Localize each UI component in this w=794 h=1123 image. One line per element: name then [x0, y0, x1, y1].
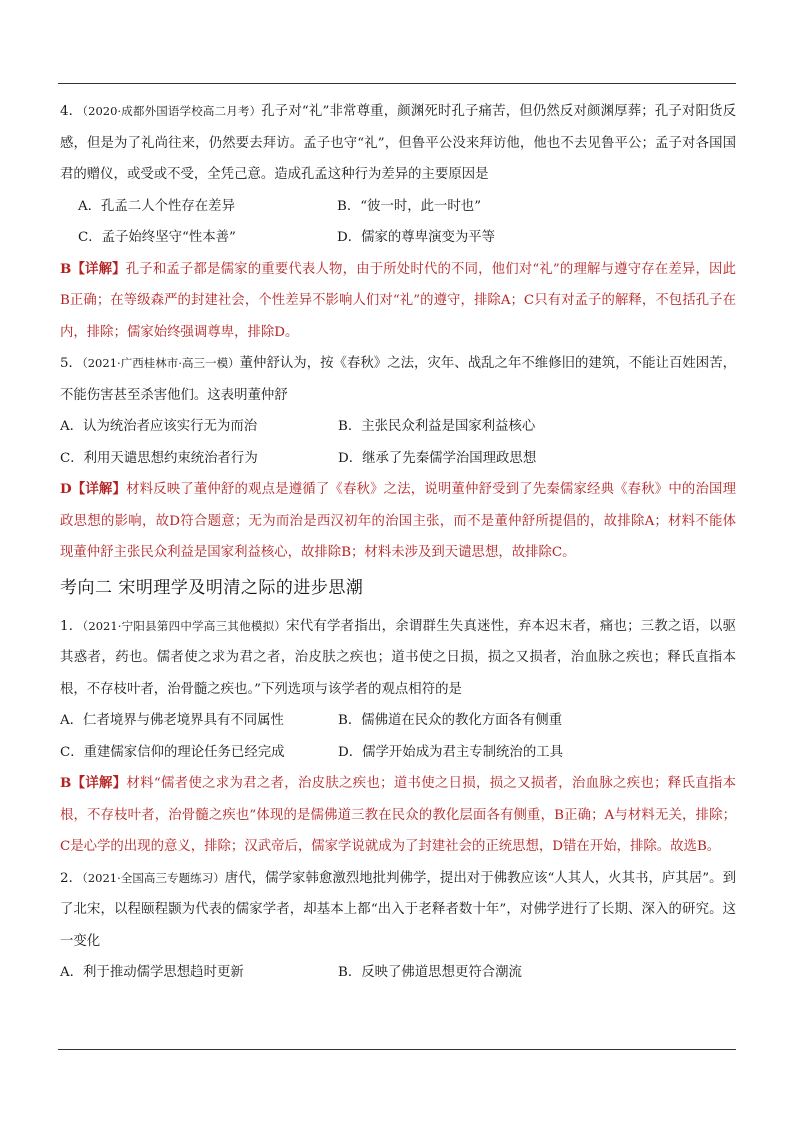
header-rule	[58, 83, 736, 84]
question-source: （2020·成都外国语学校高二月考）	[82, 104, 262, 118]
option-b[interactable]: B．主张民众利益是国家利益核心	[338, 419, 536, 434]
footer-rule	[58, 1049, 736, 1050]
option-a[interactable]: A．认为统治者应该实行无为而治	[60, 419, 258, 434]
answer-explanation: 材料“儒者使之求为君之者，治皮肤之疾也；道书使之日损，损之又损者，治血脉之疾也；释氏直指本根，不存枝叶者，治骨髓之疾也”体现的是儒佛道三教在民众的教化层面各有侧重，B正确；A与材料无关，排除；C是心学的出现的意义，排除；汉武帝后，儒家学说就成为了封建社会的正统思想，D错在开始，排除。故选B。	[60, 776, 736, 854]
question-s2	[60, 863, 736, 958]
option-c[interactable]: C．利用天谴思想约束统治者行为	[60, 450, 258, 466]
question-source: （2021·广西桂林市·高三一模）	[81, 356, 240, 370]
answer-key: B【详解】	[60, 260, 126, 277]
question-stem: 孔子对“礼”非常尊重，颜渊死时孔子痛苦，但仍然反对颜渊厚葬；孔子对阳货反感，但是为了礼尚往来，仍然要去拜访。孟子也守“礼”，但鲁平公没来拜访他，他也不去见鲁平公；孟子对各国国君的赠仪，或受或不受，全凭己意。造成孔孟这种行为差异的主要原因是	[60, 104, 736, 182]
option-c[interactable]: C．重建儒家信仰的理论任务已经完成	[60, 744, 285, 760]
answer-key: D【详解】	[60, 481, 127, 497]
option-b[interactable]: B．“彼一时，此一时也”	[337, 198, 482, 214]
options-s1	[60, 705, 736, 768]
question-stem: 宋代有学者指出，余谓群生失真迷性，弃本迟末者，痛也；三教之语，以驱其惑者，药也。儒者使之求为君之者，治皮肤之疾也；道书使之日损，损之又损者，治血脉之疾也；释氏直指本根，不存枝叶者，治骨髓之疾也。”下列选项与该学者的观点相符的是	[60, 618, 737, 697]
answer-q4	[60, 254, 736, 349]
options-s2	[60, 957, 736, 989]
question-5	[60, 348, 736, 411]
question-4	[60, 96, 736, 191]
question-number: 2．	[60, 870, 83, 886]
answer-q5	[60, 474, 736, 569]
option-a[interactable]: A．孔孟二人个性存在差异	[78, 198, 235, 214]
option-b[interactable]: B．儒佛道在民众的教化方面各有侧重	[338, 713, 563, 728]
option-d[interactable]: D．儒家的尊卑演变为平等	[337, 230, 496, 245]
option-b[interactable]: B．反映了佛道思想更符合潮流	[338, 965, 522, 980]
option-d[interactable]: D．继承了先秦儒学治国理政思想	[338, 450, 537, 466]
option-a[interactable]: A．利于推动儒学思想趋时更新	[60, 965, 244, 980]
question-stem: 董仲舒认为，按《春秋》之法，灾年、战乱之年不维修旧的建筑，不能让百姓困苦，不能伤害甚至杀害他们。这表明董仲舒	[60, 356, 737, 403]
answer-key: B【详解】	[60, 775, 127, 791]
option-c[interactable]: C．孟子始终坚守“性本善”	[78, 230, 236, 245]
option-a[interactable]: A．仁者境界与佛老境界具有不同属性	[60, 713, 284, 728]
answer-explanation: 孔子和孟子都是儒家的重要代表人物，由于所处时代的不同，他们对“礼”的理解与遵守存在差异，因此B正确；在等级森严的封建社会，个性差异不影响人们对“礼”的遵守，排除A；C只有对孟子的解释，不包括孔子在内，排除；儒家始终强调尊卑，排除D。	[60, 261, 736, 340]
question-source: （2021·全国高三专题练习）	[82, 870, 225, 885]
option-d[interactable]: D．儒学开始成为君主专制统治的工具	[338, 744, 563, 760]
question-number: 1．	[60, 618, 83, 634]
question-number: 5．	[60, 356, 82, 371]
answer-s1	[60, 768, 736, 863]
section-title: 考向二 宋明理学及明清之际的进步思潮	[60, 577, 364, 598]
answer-explanation: 材料反映了董仲舒的观点是遵循了《春秋》之法，说明董仲舒受到了先秦儒家经典《春秋》中的治国理政思想的影响，故D符合题意；无为而治是西汉初年的治国主张，而不是董仲舒所提倡的，故排除A；材料不能体现董仲舒主张民众利益是国家利益核心，故排除B；材料未涉及到天谴思想，故排除C。	[60, 482, 736, 560]
question-number: 4．	[60, 104, 83, 119]
question-source: （2021·宁阳县第四中学高三其他模拟）	[82, 618, 287, 633]
options-q4	[60, 191, 736, 254]
options-q5	[60, 411, 736, 474]
question-s1	[60, 611, 736, 706]
question-stem: 唐代，儒学家韩愈激烈地批判佛学，提出对于佛教应该“人其人，火其书，庐其居”。到了北宋，以程颐程颢为代表的儒家学者，却基本上都“出入于老释者数十年”，对佛学进行了长期、深入的研究。这一变化	[60, 870, 736, 949]
content	[60, 96, 736, 989]
